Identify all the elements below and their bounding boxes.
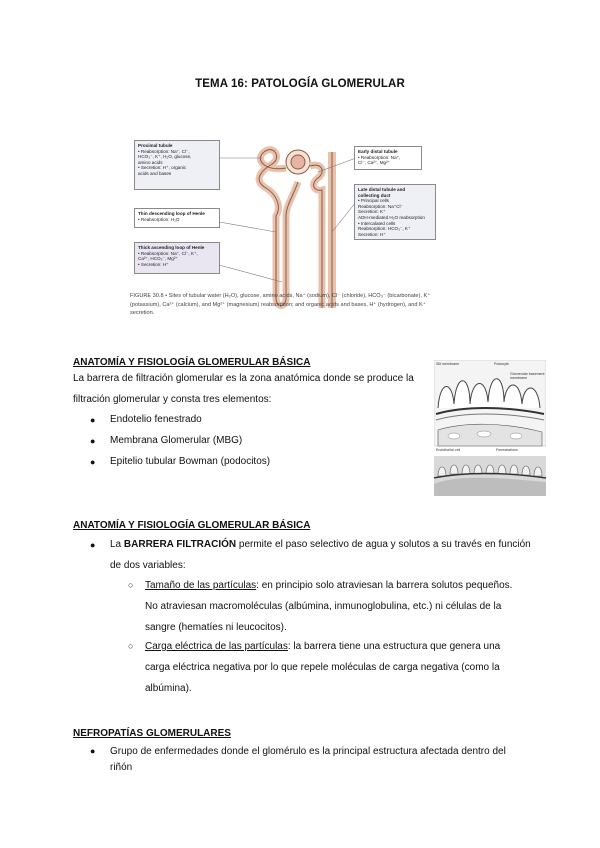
box-line: Secretion: H⁺: [358, 231, 386, 237]
bullet-icon: ●: [90, 415, 96, 425]
paragraph-line: La barrera de filtración glomerular es la zona anatómica donde se produce la: [73, 373, 414, 384]
box-line: acids and bases: [138, 170, 172, 176]
filtration-barrier-diagram: [434, 360, 546, 496]
paragraph-line: sangre (hematíes ni leucocitos).: [145, 622, 287, 633]
paragraph-line: carga eléctrica negativa por lo que repele moléculas de carga negativa (como la: [145, 662, 500, 673]
section-heading: NEFROPATÍAS GLOMERULARES: [73, 728, 231, 739]
thick-ascending-box: [134, 242, 220, 274]
proximal-tubule-box: [134, 140, 220, 190]
bullet-icon: ●: [90, 746, 96, 756]
text-run-underlined: Tamaño de las partículas: [145, 580, 257, 591]
paragraph-line: albúmina).: [145, 683, 192, 694]
box-line: • Reabsorption: Na⁺, Cl⁻,: [138, 148, 190, 154]
filtration-barrier-figure: [434, 360, 546, 496]
box-line: Reabsorption: HCO₃⁻, K⁺: [358, 226, 411, 232]
nephron-tubule: [259, 150, 332, 308]
box-line: amino acids: [138, 159, 163, 165]
box-line: • Reabsorption: Na⁺,: [358, 154, 401, 160]
text-run: La: [110, 539, 124, 550]
box-line: Early distal tubule: [358, 149, 398, 154]
text-run-underlined: Carga eléctrica de las partículas: [145, 641, 288, 652]
bullet-icon: ●: [90, 540, 96, 550]
section-heading: ANATOMÍA Y FISIOLOGÍA GLOMERULAR BÁSICA: [73, 357, 311, 368]
box-line: ADH-mediated H₂O reabsorption: [358, 214, 425, 220]
paragraph-line: filtración glomerular y consta tres elementos:: [73, 394, 272, 405]
figure-caption: FIGURE 30.8 • Sites of tubular water (H₂O), glucose, amino acids, Na⁺ (sodium), Cl⁻ (chloride), HCO₃⁻ (bicarbonate), K⁺ (potassium), Ca²⁺ (calcium), and Mg²⁺ (magnesium) reabsorption; and organic acids and bases, H⁺ (hydrogen), and K⁺ secretion.: [130, 293, 431, 316]
early-distal-box: [354, 146, 422, 170]
figure-label: Slit membrane: [436, 362, 460, 366]
box-line: Thin descending loop of Henle: [138, 211, 205, 216]
list-item: Epitelio tubular Bowman (podocitos): [110, 456, 271, 467]
box-line: Cl⁻, Ca²⁺, Mg²⁺: [358, 160, 391, 166]
box-line: Reabsorption: Na⁺Cl⁻: [358, 203, 403, 209]
figure-label: Glomerular basement membrane: [510, 372, 545, 380]
box-line: Thick ascending loop of Henle: [138, 245, 205, 250]
list-item: Membrana Glomerular (MBG): [110, 435, 243, 446]
box-line: Secretion: K⁺: [358, 209, 386, 215]
paragraph-line: riñón: [110, 762, 133, 773]
paragraph-line: de dos variables:: [110, 560, 186, 571]
page-title: TEMA 16: PATOLOGÍA GLOMERULAR: [195, 78, 405, 90]
bullet-icon: ●: [90, 436, 96, 446]
nephron-figure: [126, 132, 444, 324]
section-heading: ANATOMÍA Y FISIOLOGÍA GLOMERULAR BÁSICA: [73, 520, 311, 531]
late-distal-box: [354, 184, 436, 240]
paragraph-line: No atraviesan macromoléculas (albúmina, inmunoglobulina, etc.) ni células de la: [145, 601, 502, 612]
box-line: HCO₃⁻, K⁺, H₂O, glucose,: [138, 154, 192, 160]
box-line: • Reabsorption: H₂O: [138, 216, 180, 222]
box-line: • Secretion: H⁺: [138, 261, 169, 267]
paragraph-line: Grupo de enfermedades donde el glomérulo es la principal estructura afectada dentro del: [110, 746, 506, 757]
sub-bullet-icon: ○: [128, 641, 134, 651]
box-line: • Intercalated cells: [358, 220, 396, 226]
box-line: Proximal tubule: [138, 143, 173, 148]
figure-label: Fenestrations: [496, 448, 518, 452]
thin-descending-box: [134, 208, 220, 228]
box-line: Ca²⁺, HCO₃⁻, Mg²⁺: [138, 256, 178, 262]
box-line: • Principal cells: [358, 198, 389, 204]
figure-label: Podocyte: [494, 362, 509, 366]
box-line: • Reabsorption: Na⁺, Cl⁻, K⁺,: [138, 250, 198, 256]
figure-label: Endothelial cell: [436, 448, 461, 452]
text-run: : la barrera tiene una estructura que genera una: [287, 641, 501, 652]
paragraph-line: [145, 575, 512, 596]
bullet-icon: ●: [90, 457, 96, 467]
box-line: Late distal tubule and: [358, 187, 406, 192]
box-line: • Secretion: H⁺, organic: [138, 165, 187, 171]
box-line: collecting duct: [358, 192, 391, 198]
sub-bullet-icon: ○: [128, 580, 134, 590]
text-run: permite el paso selectivo de agua y solutos a su través en función: [236, 539, 531, 550]
text-run: : en principio solo atraviesan la barrera solutos pequeños.: [256, 580, 513, 591]
paragraph-line: [110, 534, 531, 555]
paragraph-line: [145, 636, 500, 657]
list-item: Endotelio fenestrado: [110, 414, 202, 425]
text-run-bold: BARRERA FILTRACIÓN: [123, 539, 237, 550]
